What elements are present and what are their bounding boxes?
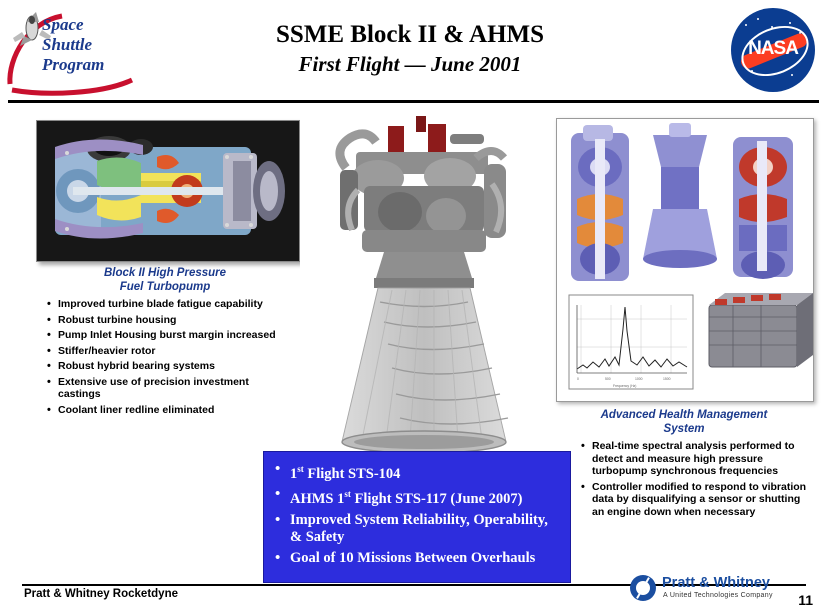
turbopump-caption: [40, 266, 290, 294]
nasa-orbit-ellipse: [734, 17, 815, 86]
ahms-montage-graphic: [557, 119, 813, 401]
list-item: • Robust hybrid bearing systems: [58, 360, 289, 373]
footer-company-text: Pratt & Whitney Rocketdyne: [24, 588, 178, 600]
ahms-caption-line-1: Advanced Health Management: [600, 409, 768, 421]
ahms-caption: [556, 408, 812, 436]
highlight-text-pre: Improved System Reliability, Operability, & Safety: [290, 511, 548, 546]
list-item: [290, 486, 562, 508]
highlight-text-sup: st: [297, 464, 304, 474]
ahms-caption-line-2: System: [663, 423, 705, 435]
list-item: [290, 512, 562, 547]
right-bullet-list: [578, 440, 810, 521]
ssp-wordmark: [42, 15, 104, 75]
list-item: • Real-time spectral analysis performed to detect and measure high pressure turbopump synchronous frequencies: [592, 440, 810, 478]
highlight-text-post: Flight STS-104: [303, 465, 401, 482]
list-item: • Extensive use of precision investment castings: [58, 376, 289, 401]
list-item: • Robust turbine housing: [58, 314, 289, 327]
svg-text:1500: 1500: [663, 377, 671, 381]
ssp-line-2: Shuttle: [42, 35, 93, 54]
list-item: • Pump Inlet Housing burst margin increased: [58, 329, 289, 342]
header-divider: [8, 100, 819, 103]
highlight-text-post: Flight STS-117 (June 2007): [350, 491, 523, 508]
list-item: • Stiffer/heavier rotor: [58, 345, 289, 358]
list-item: • Controller modified to respond to vibration data by disqualifying a sensor or shutting an engine down when necessary: [592, 481, 810, 519]
nasa-meatball-icon: [731, 8, 815, 92]
pratt-whitney-tagline: A United Technologies Company: [663, 592, 773, 599]
pratt-whitney-logo: [630, 572, 795, 606]
ssp-line-1: Space: [42, 15, 84, 34]
ssme-engine-graphic: [300, 112, 558, 457]
highlight-text-pre: 1: [290, 465, 298, 482]
list-item: • Improved turbine blade fatigue capability: [58, 298, 289, 311]
highlight-callout-box: [263, 451, 571, 583]
turbopump-cutaway-image: [36, 120, 300, 262]
page-subtitle: First Flight — June 2001: [298, 52, 522, 76]
page-title: SSME Block II & AHMS: [275, 21, 545, 48]
list-item: • Coolant liner redline eliminated: [58, 404, 289, 417]
svg-text:0: 0: [577, 377, 579, 381]
ssp-line-3: Program: [42, 55, 105, 74]
turbopump-cutaway-graphic: [37, 121, 299, 261]
ahms-montage-image: [556, 118, 814, 402]
nasa-wordmark: NASA: [748, 38, 798, 59]
turbopump-caption-line-1: Block II High Pressure: [103, 267, 227, 279]
highlight-text-pre: Goal of 10 Missions Between Overhauls: [290, 549, 536, 566]
pratt-whitney-eagle-icon: [630, 575, 656, 601]
highlight-text-sup: st: [344, 489, 351, 500]
nasa-logo: [731, 8, 815, 92]
highlight-list: [264, 452, 570, 567]
slide-title-block: [150, 20, 670, 77]
highlight-text-pre: AHMS 1: [290, 491, 345, 508]
svg-text:Frequency (Hz): Frequency (Hz): [613, 384, 637, 388]
turbopump-caption-line-2: Fuel Turbopump: [119, 281, 211, 293]
list-item: [290, 550, 562, 568]
svg-text:1000: 1000: [635, 377, 643, 381]
space-shuttle-program-logo: [6, 6, 140, 98]
left-bullet-list: [44, 298, 289, 419]
list-item: [290, 461, 562, 483]
pratt-whitney-wordmark: Pratt & Whitney: [662, 575, 770, 591]
page-number: 11: [798, 592, 813, 608]
svg-text:500: 500: [605, 377, 611, 381]
ssme-engine-image: [300, 112, 558, 457]
